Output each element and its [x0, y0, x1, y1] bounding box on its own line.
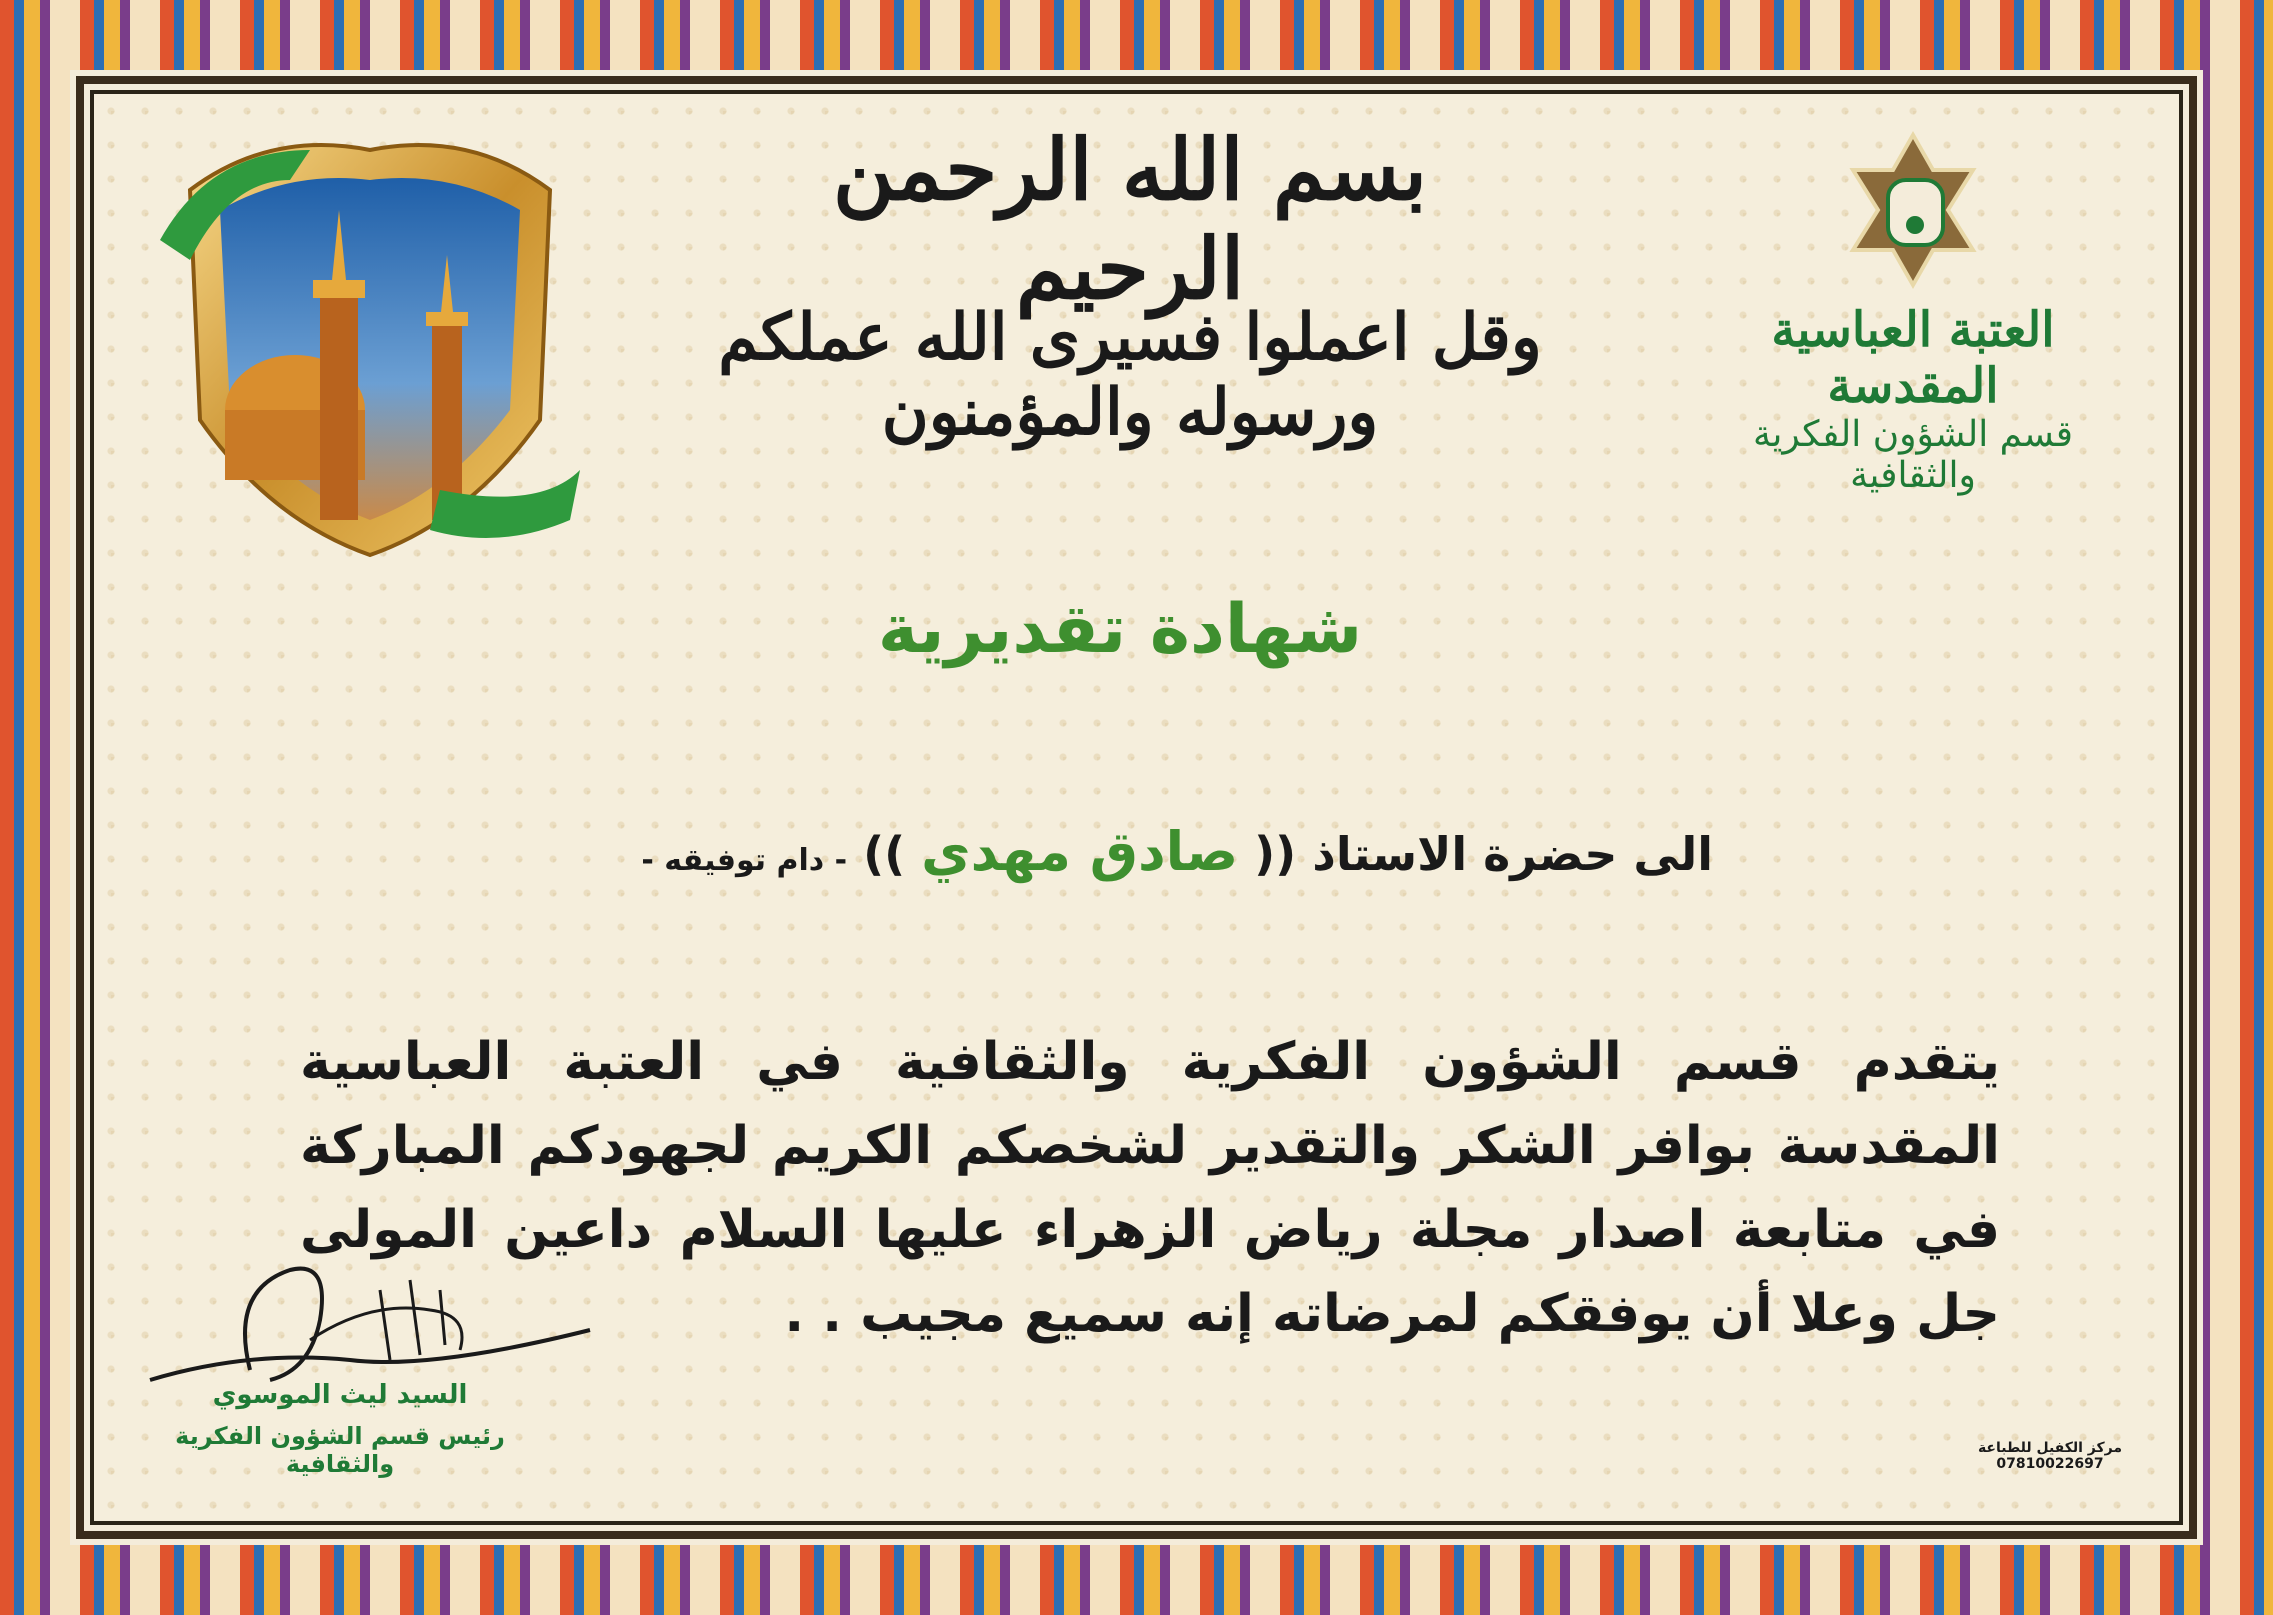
signer-name: السيد ليث الموسوي [212, 1380, 468, 1410]
emblem-subtitle: قسم الشؤون الفكرية والثقافية [1753, 414, 2073, 496]
emblem-title: العتبة العباسية المقدسة [1771, 302, 2055, 414]
certificate-body: يتقدم قسم الشؤون الفكرية والثقافية في العتبة العباسية المقدسة بوافر الشكر والتقدير لشخصكم الكريم لجهودكم المباركة في متابعة اصدار مجلة رياض الزهراء عليها السلام داعين المولى جل وعلا أن يوفقكم لمرضاته إنه سميع مجيب . . [300, 1032, 2000, 1344]
hand-emblem-icon [1833, 130, 1993, 290]
addressee-prefix: الى حضرة الاستاذ [1312, 827, 1713, 881]
signer-role: رئيس قسم الشؤون الفكرية والثقافية [175, 1422, 505, 1478]
printer-info [1960, 1440, 2140, 1472]
addressee-suffix: - دام توفيقه - [641, 843, 848, 878]
shrine-emblem [1703, 130, 2123, 496]
quran-verse: وقل اعملوا فسيرى الله عملكم ورسوله والمؤمنون [718, 300, 1542, 450]
addressee-line [513, 820, 1713, 883]
shrine-image [120, 90, 620, 560]
addressee-open: (( [1254, 827, 1297, 881]
signer-block [160, 1380, 520, 1478]
recipient-name: صادق مهدي [921, 820, 1239, 883]
printer-name: مركز الكفيل للطباعة [1977, 1440, 2123, 1456]
printer-phone: 07810022697 [1996, 1456, 2104, 1472]
addressee-close: )) [863, 827, 906, 881]
certificate-title: شهادة تقديرية [877, 590, 1363, 669]
basmala: بسم الله الرحمن الرحيم [832, 120, 1428, 318]
